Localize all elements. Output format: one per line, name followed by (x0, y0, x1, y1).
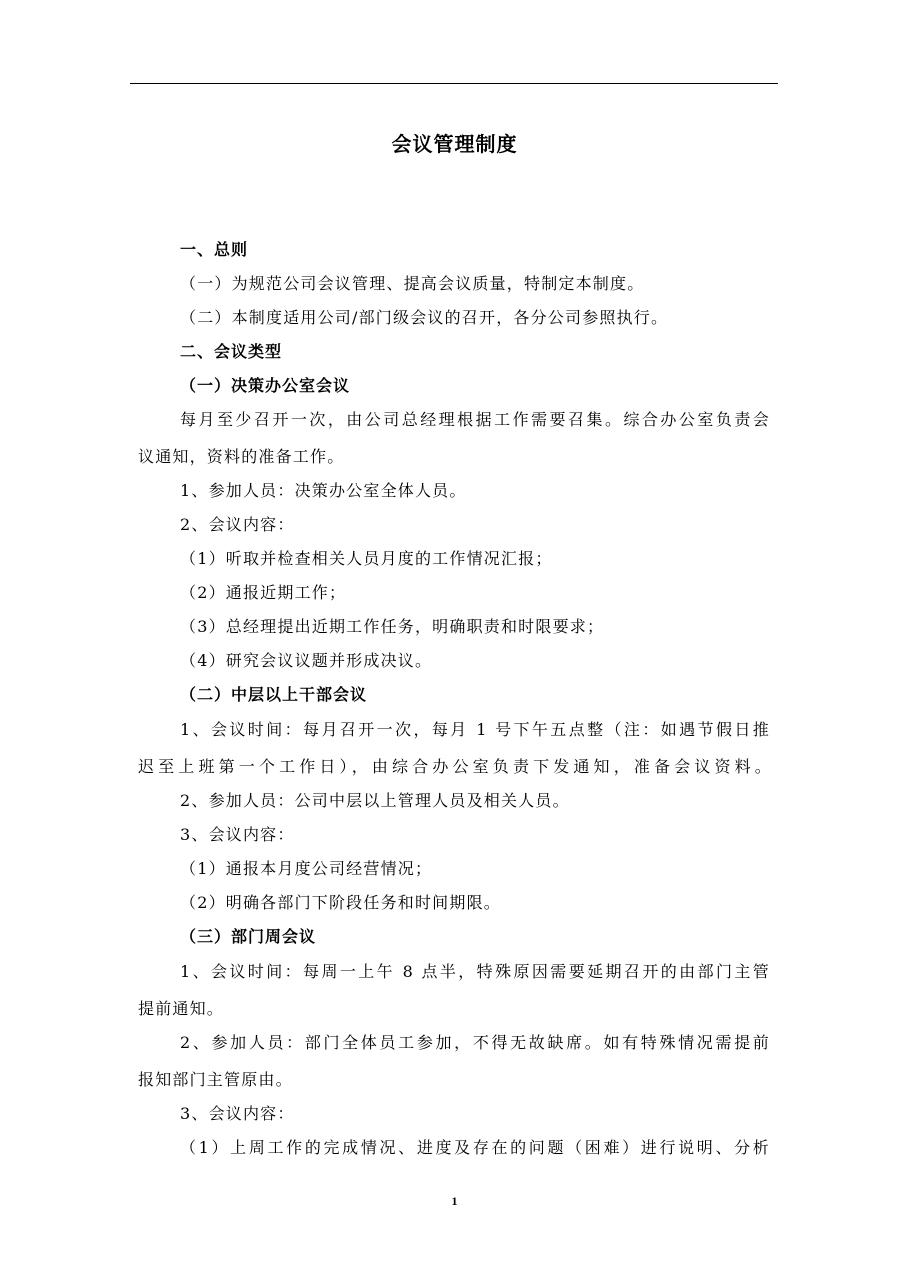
paragraph-line: 2、参加人员：部门全体员工参加，不得无故缺席。如有特殊情况需提前 (180, 1033, 770, 1052)
list-item: 3、会议内容： (180, 1104, 295, 1123)
section-heading-meeting-types: 二、会议类型 (180, 342, 283, 361)
list-item: （2）明确各部门下阶段任务和时间期限。 (180, 893, 501, 912)
paragraph-line: （二）本制度适用公司/部门级会议的召开，各分公司参照执行。 (180, 308, 669, 327)
list-item: 3、会议内容： (180, 825, 295, 844)
subsection-heading-decision-meeting: （一）决策办公室会议 (180, 376, 351, 395)
paragraph-line: 提前通知。 (138, 999, 225, 1018)
paragraph-line: 1、会议时间：每月召开一次，每月 1 号下午五点整（注：如遇节假日推 (180, 720, 770, 739)
document-title: 会议管理制度 (391, 132, 518, 156)
header-rule (130, 83, 778, 84)
list-item: （4）研究会议议题并形成决议。 (180, 651, 433, 670)
subsection-heading-middle-management-meeting: （二）中层以上干部会议 (180, 685, 368, 704)
paragraph-line: （一）为规范公司会议管理、提高会议质量，特制定本制度。 (180, 274, 645, 293)
list-item: （1）听取并检查相关人员月度的工作情况汇报； (180, 549, 553, 568)
paragraph-line: 报知部门主管原由。 (138, 1070, 293, 1089)
list-item: （1）上周工作的完成情况、进度及存在的问题（困难）进行说明、分析 (180, 1138, 770, 1157)
list-item: 1、参加人员：决策办公室全体人员。 (180, 481, 467, 500)
list-item: （1）通报本月度公司经营情况； (180, 859, 433, 878)
paragraph-line: 每月至少召开一次，由公司总经理根据工作需要召集。综合办公室负责会 (180, 410, 770, 429)
paragraph-line: 迟至上班第一个工作日），由综合办公室负责下发通知，准备会议资料。 (138, 757, 772, 776)
list-item: 2、参加人员：公司中层以上管理人员及相关人员。 (180, 791, 570, 810)
page-number: 1 (451, 1194, 458, 1208)
subsection-heading-weekly-meeting: （三）部门周会议 (180, 927, 317, 946)
paragraph-line: 议通知，资料的准备工作。 (138, 447, 345, 466)
section-heading-general: 一、总则 (180, 240, 249, 259)
list-item: 2、会议内容： (180, 515, 295, 534)
paragraph-line: 1、会议时间：每周一上午 8 点半，特殊原因需要延期召开的由部门主管 (180, 962, 770, 981)
list-item: （2）通报近期工作； (180, 583, 347, 602)
list-item: （3）总经理提出近期工作任务，明确职责和时限要求； (180, 617, 605, 636)
